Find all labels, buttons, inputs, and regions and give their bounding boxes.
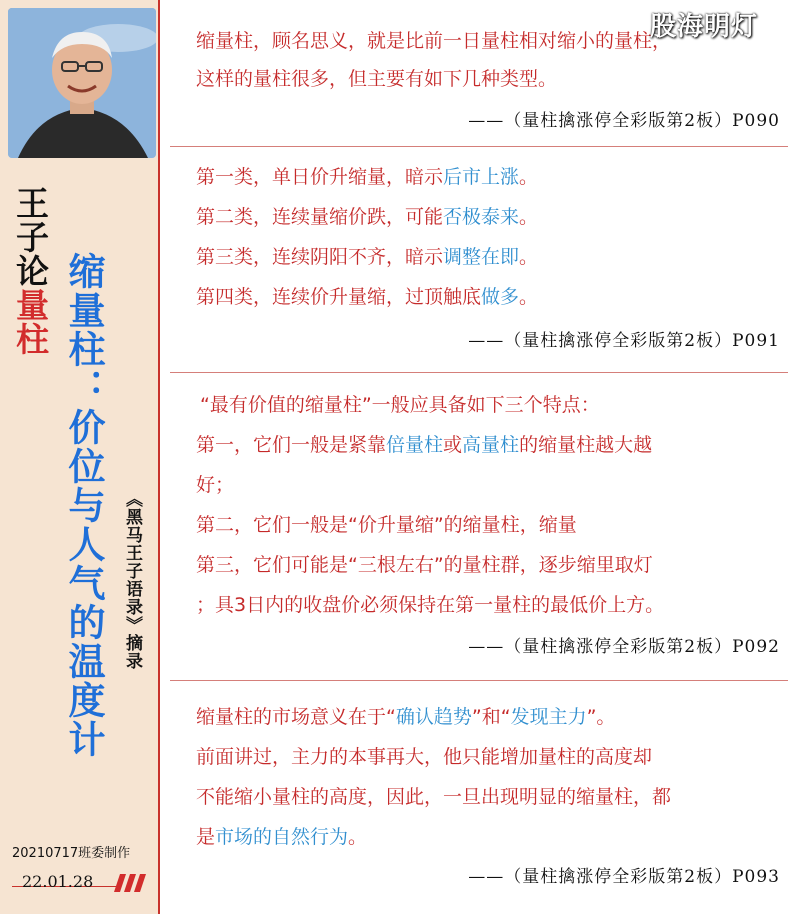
- highlight-text: 否极泰来: [443, 206, 520, 228]
- text-segment: ”。: [586, 706, 616, 728]
- section-2-line-1: [196, 162, 538, 189]
- highlight-text: 调整在即: [443, 246, 520, 268]
- text-segment: 第一，它们一般是紧靠: [196, 434, 387, 456]
- section-3: [170, 372, 788, 680]
- section-4-line-3: [196, 782, 671, 809]
- section-1-line-1: [196, 26, 671, 53]
- text-segment: ；具3日内的收盘价必须保持在第一量柱的最低价上方。: [196, 594, 665, 616]
- text-segment: 第二类，连续量缩价跌，可能: [196, 206, 444, 228]
- author-photo: [8, 8, 156, 158]
- text-segment: 第四类，连续价升量缩，过顶触底: [196, 286, 482, 308]
- date-text: 22.01.28: [22, 872, 94, 891]
- section-2-line-4: [196, 282, 538, 309]
- text-segment: 前面讲过，主力的本事再大，他只能增加量柱的高度却: [196, 746, 653, 768]
- highlight-text: 市场的自然行为: [215, 826, 349, 848]
- text-segment: 。: [519, 246, 539, 268]
- date-stripes-decoration: [106, 874, 150, 892]
- text-segment: 。: [519, 206, 539, 228]
- text-segment: 的缩量柱越大越: [519, 434, 653, 456]
- section-4: [170, 680, 788, 914]
- section-4-line-2: [196, 742, 652, 769]
- highlight-text: 确认趋势: [395, 706, 472, 728]
- text-segment: 。: [519, 286, 539, 308]
- section-4-citation: ——（量柱擒涨停全彩版第2板）P093: [468, 867, 780, 887]
- text-segment: 这样的量柱很多，但主要有如下几种类型。: [196, 68, 558, 90]
- section-4-line-4: [196, 822, 367, 849]
- highlight-text: 后市上涨: [443, 166, 520, 188]
- text-segment: 或: [443, 434, 463, 456]
- highlight-text: 高量柱: [462, 434, 520, 456]
- section-3-line-1: [200, 390, 600, 417]
- section-2-line-2: [196, 202, 538, 229]
- text-segment: 好；: [196, 474, 235, 496]
- sidebar: [0, 0, 160, 914]
- section-3-citation: ——（量柱擒涨停全彩版第2板）P092: [468, 637, 780, 657]
- highlight-text: 做多: [481, 286, 520, 308]
- section-3-line-3: [196, 470, 234, 497]
- text-segment: 第三，它们可能是“三根左右”的量柱群，逐步缩里取灯: [196, 554, 653, 576]
- section-3-line-5: [196, 550, 653, 577]
- main-title: 缩量柱：价位与人气的温度计: [62, 252, 106, 759]
- section-3-line-4: [196, 510, 577, 537]
- text-segment: ”和“: [471, 706, 511, 728]
- text-segment: 不能缩小量柱的高度，因此，一旦出现明显的缩量柱，都: [196, 786, 672, 808]
- series-title-highlight: 量柱: [11, 288, 50, 356]
- credit-text: 20210717班委制作: [12, 846, 131, 861]
- section-3-line-2: [196, 430, 652, 457]
- section-2-line-3: [196, 242, 538, 269]
- text-segment: 第一类，单日价升缩量，暗示: [196, 166, 444, 188]
- series-title: [12, 186, 48, 356]
- series-title-main: 王子论: [11, 186, 50, 288]
- section-2: [170, 146, 788, 372]
- section-2-citation: ——（量柱擒涨停全彩版第2板）P091: [468, 331, 780, 351]
- portrait-image: [8, 8, 156, 158]
- text-segment: 第三类，连续阴阳不齐，暗示: [196, 246, 444, 268]
- text-segment: 。: [519, 166, 539, 188]
- text-segment: 是: [196, 826, 216, 848]
- text-segment: 缩量柱，顾名思义，就是比前一日量柱相对缩小的量柱，: [196, 30, 672, 52]
- section-1-citation: ——（量柱擒涨停全彩版第2板）P090: [468, 111, 780, 131]
- text-segment: 第二，它们一般是“价升量缩”的缩量柱，缩量: [196, 514, 577, 536]
- text-segment: 。: [348, 826, 368, 848]
- section-3-line-6: [196, 590, 664, 617]
- highlight-text: 倍量柱: [386, 434, 444, 456]
- highlight-text: 发现主力: [510, 706, 587, 728]
- text-segment: 缩量柱的市场意义在于“: [196, 706, 396, 728]
- section-4-line-1: [196, 702, 615, 729]
- watermark-text: 股海明灯: [650, 12, 759, 42]
- source-note: 《黑马王子语录》摘录: [122, 490, 142, 670]
- section-1-line-2: [196, 64, 557, 91]
- text-segment: “最有价值的缩量柱”一般应具备如下三个特点：: [200, 394, 600, 416]
